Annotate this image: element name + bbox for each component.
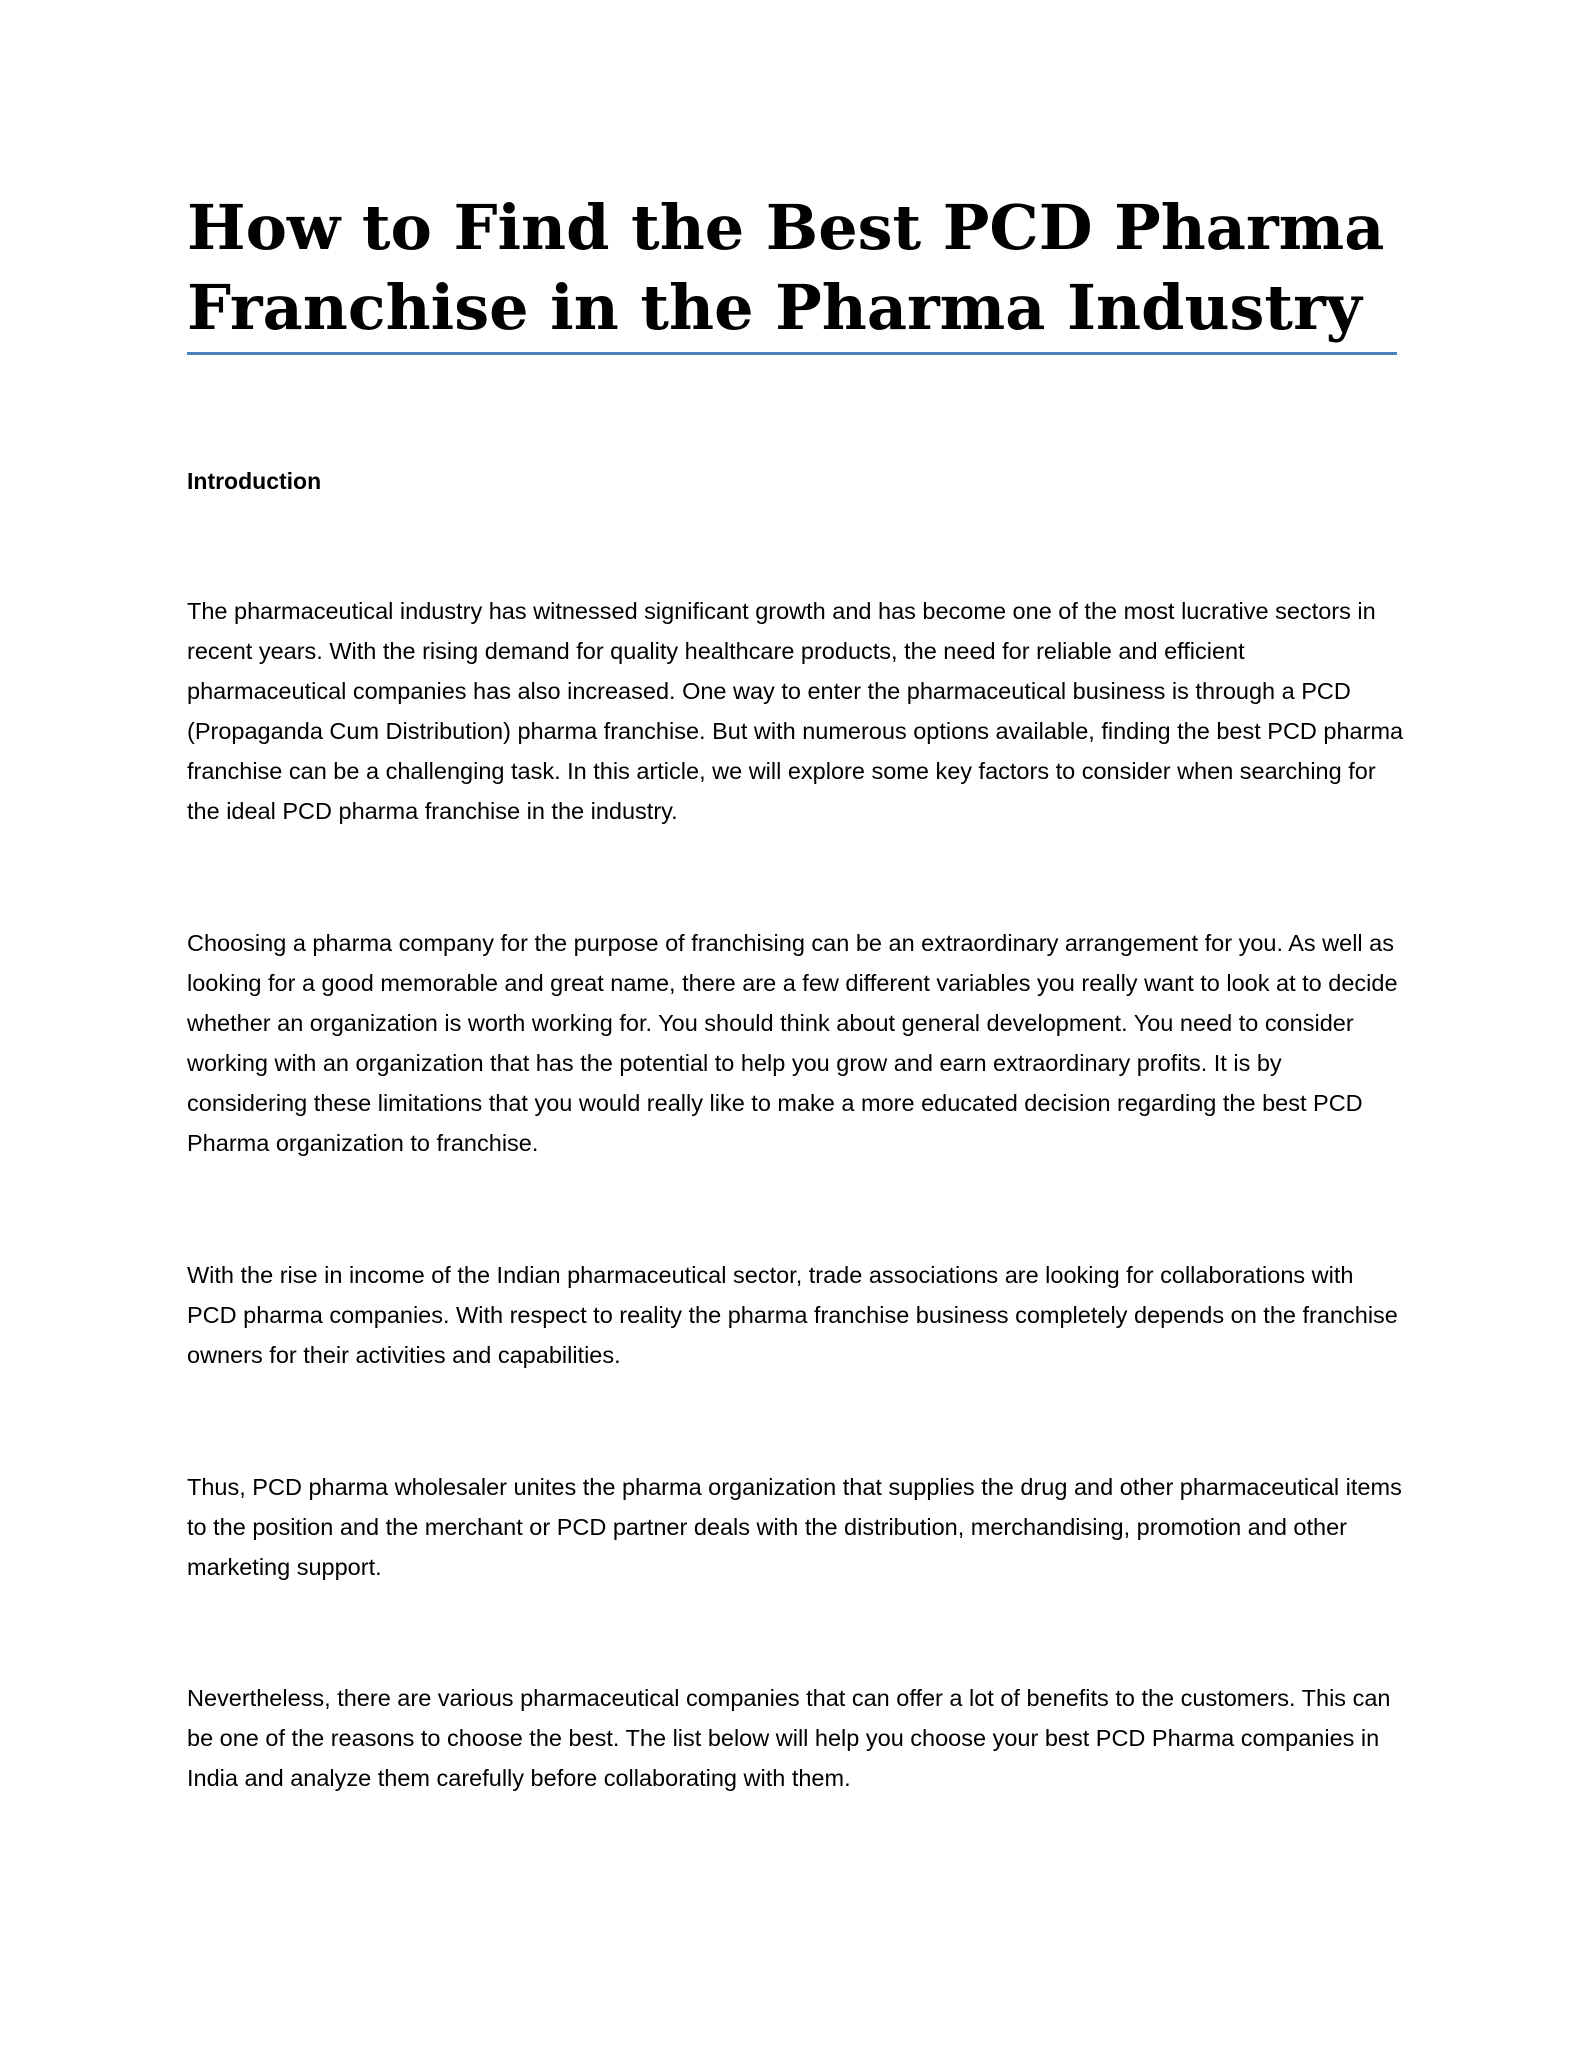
document-title-line-1: How to Find the Best PCD Pharma: [187, 191, 1385, 264]
paragraph-2: Choosing a pharma company for the purpose of franchising can be an extraordinary arrangement for you. As well as looking for a good memorable and great name, there are a few different variables you really want to look at to decide whether an organization is worth working for. You should think about general development. You need to consider working with an organization that has the potential to help you grow and earn extraordinary profits. It is by considering these limitations that you would really like to make a more educated decision regarding the best PCD Pharma organization to franchise.: [187, 930, 1398, 1156]
paragraph-5: Nevertheless, there are various pharmaceutical companies that can offer a lot of benefits to the customers. This can be one of the reasons to choose the best. The list below will help you choose your best PCD Pharma companies in India and analyze them carefully before collaborating with them.: [187, 1685, 1391, 1791]
title-block: [187, 188, 1397, 348]
document-title: [187, 188, 1397, 348]
paragraph-3: With the rise in income of the Indian pharmaceutical sector, trade associations are looking for collaborations with PCD pharma companies. With respect to reality the pharma franchise business completely depends on the franchise owners for their activities and capabilities.: [187, 1262, 1398, 1368]
document-title-line-2: Franchise in the Pharma Industry: [187, 271, 1362, 344]
section-heading-introduction: Introduction: [187, 468, 322, 494]
paragraph-4: Thus, PCD pharma wholesaler unites the pharma organization that supplies the drug and other pharmaceutical items to the position and the merchant or PCD partner deals with the distribution, merchandising, promotion and other marketing support.: [187, 1474, 1402, 1580]
title-underline-rule: [187, 352, 1397, 355]
paragraph-1: The pharmaceutical industry has witnessed significant growth and has become one of the most lucrative sectors in recent years. With the rising demand for quality healthcare products, the need for reliable and efficient pharmaceutical companies has also increased. One way to enter the pharmaceutical business is through a PCD (Propaganda Cum Distribution) pharma franchise. But with numerous options available, finding the best PCD pharma franchise can be a challenging task. In this article, we will explore some key factors to consider when searching for the ideal PCD pharma franchise in the industry.: [187, 598, 1404, 824]
